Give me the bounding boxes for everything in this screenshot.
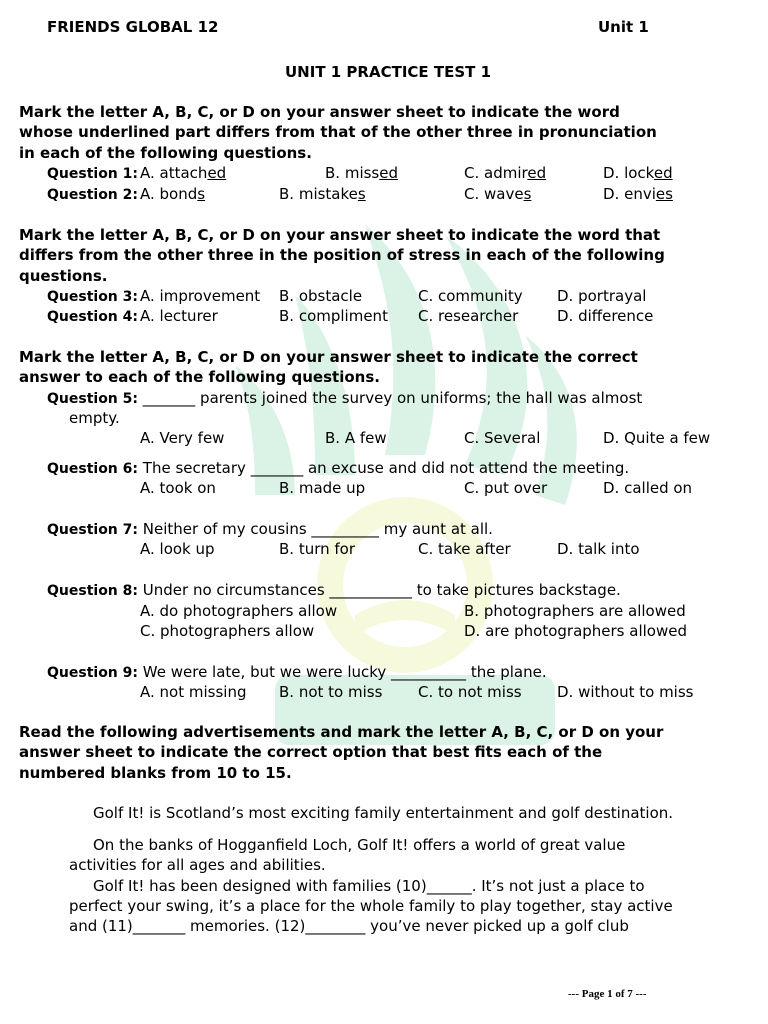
question-text-continued: empty.: [69, 409, 120, 427]
question-6: [47, 458, 629, 478]
q8-option-d: D. are photographers allowed: [464, 622, 687, 640]
instruction-line: in each of the following questions.: [19, 143, 312, 162]
q5-option-c: C. Several: [464, 429, 541, 447]
instruction-line: Mark the letter A, B, C, or D on your answer sheet to indicate the correct: [19, 348, 638, 366]
question-label: Question 9:: [47, 665, 138, 681]
question-7: [47, 519, 493, 539]
question-8: [47, 580, 621, 600]
q2-option-b: B. mistakes: [279, 185, 366, 203]
q8-option-a: A. do photographers allow: [140, 602, 338, 620]
instruction-line: Mark the letter A, B, C, or D on your answer sheet to indicate the word: [19, 103, 620, 121]
q6-option-a: A. took on: [140, 479, 216, 497]
q5-option-b: B. A few: [325, 429, 387, 447]
question-9: [47, 662, 547, 682]
question-text: parents joined the survey on uniforms; the hall was almost: [195, 389, 643, 407]
q8-option-c: C. photographers allow: [140, 622, 315, 640]
passage-paragraph-2-line-1: On the banks of Hogganfield Loch, Golf It! offers a world of great value: [93, 836, 626, 854]
q4-option-c: C. researcher: [418, 307, 519, 325]
q3-option-d: D. portrayal: [557, 287, 647, 305]
page-footer: --- Page 1 of 7 ---: [568, 988, 647, 1000]
instruction-line: numbered blanks from 10 to 15.: [19, 763, 292, 782]
question-blank: _______: [142, 389, 196, 407]
question-label: Question 4:: [47, 309, 138, 325]
q9-option-d: D. without to miss: [557, 683, 694, 701]
header-course-title: FRIENDS GLOBAL 12: [47, 18, 219, 36]
q6-option-d: D. called on: [603, 479, 693, 497]
q2-option-c: C. waves: [464, 185, 532, 203]
question-label: Question 2:: [47, 187, 138, 203]
q6-option-c: C. put over: [464, 479, 548, 497]
question-5: [47, 388, 642, 408]
q4-option-d: D. difference: [557, 307, 654, 325]
instruction-reading: [19, 722, 739, 783]
passage-paragraph-3-line-1: Golf It! has been designed with families (10)______. It’s not just a place to: [93, 877, 645, 895]
q4-option-a: A. lecturer: [140, 307, 218, 325]
question-text: We were late, but we were lucky __________ the plane.: [142, 663, 547, 681]
question-3: [47, 286, 138, 306]
q9-option-c: C. to not miss: [418, 683, 522, 701]
q7-option-b: B. turn for: [279, 540, 356, 558]
instruction-line: answer sheet to indicate the correct option that best fits each of the: [19, 743, 603, 762]
q8-option-b: B. photographers are allowed: [464, 602, 686, 620]
instruction-line: differs from the other three in the position of stress in each of the following: [19, 246, 665, 265]
question-label: Question 5:: [47, 391, 138, 407]
q9-option-b: B. not to miss: [279, 683, 383, 701]
question-text: Under no circumstances ___________ to take pictures backstage.: [142, 581, 621, 599]
question-4: [47, 306, 138, 326]
q6-option-b: B. made up: [279, 479, 366, 497]
q3-option-c: C. community: [418, 287, 523, 305]
header-unit: Unit 1: [598, 18, 649, 36]
q7-option-c: C. take after: [418, 540, 511, 558]
question-label: Question 3:: [47, 289, 138, 305]
instruction-stress: [19, 225, 739, 286]
instruction-line: whose underlined part differs from that of the other three in pronunciation: [19, 123, 657, 142]
q2-option-d: D. envies: [603, 185, 673, 203]
instruction-line: questions.: [19, 266, 108, 285]
q1-option-d: D. locked: [603, 164, 673, 182]
question-text: The secretary _______ an excuse and did not attend the meeting.: [142, 459, 630, 477]
question-label: Question 8:: [47, 583, 138, 599]
passage-paragraph-2-line-2: activities for all ages and abilities.: [69, 856, 326, 874]
question-2: [47, 184, 138, 204]
instruction-line: Mark the letter A, B, C, or D on your answer sheet to indicate the word that: [19, 226, 661, 244]
q1-option-b: B. missed: [325, 164, 398, 182]
question-label: Question 6:: [47, 461, 138, 477]
passage-paragraph-1: Golf It! is Scotland’s most exciting family entertainment and golf destination.: [93, 804, 674, 822]
page-title: UNIT 1 PRACTICE TEST 1: [285, 63, 492, 81]
q9-option-a: A. not missing: [140, 683, 247, 701]
q7-option-d: D. talk into: [557, 540, 640, 558]
q7-option-a: A. look up: [140, 540, 215, 558]
instruction-line: Read the following advertisements and mark the letter A, B, C, or D on your: [19, 723, 664, 741]
instruction-line: answer to each of the following questions.: [19, 368, 380, 387]
q5-option-d: D. Quite a few: [603, 429, 711, 447]
q1-option-c: C. admired: [464, 164, 547, 182]
question-label: Question 7:: [47, 522, 138, 538]
question-label: Question 1:: [47, 166, 138, 182]
passage-paragraph-3-line-2: perfect your swing, it’s a place for the whole family to play together, stay active: [69, 897, 673, 915]
q4-option-b: B. compliment: [279, 307, 388, 325]
q3-option-b: B. obstacle: [279, 287, 363, 305]
q2-option-a: A. bonds: [140, 185, 206, 203]
q3-option-a: A. improvement: [140, 287, 261, 305]
question-text: Neither of my cousins _________ my aunt at all.: [142, 520, 493, 538]
instruction-grammar: [19, 347, 739, 388]
q1-option-a: A. attached: [140, 164, 227, 182]
passage-paragraph-3-line-3: and (11)_______ memories. (12)________ you’ve never picked up a golf club: [69, 917, 629, 935]
question-1: [47, 163, 138, 183]
q5-option-a: A. Very few: [140, 429, 225, 447]
instruction-pronunciation: [19, 102, 739, 163]
